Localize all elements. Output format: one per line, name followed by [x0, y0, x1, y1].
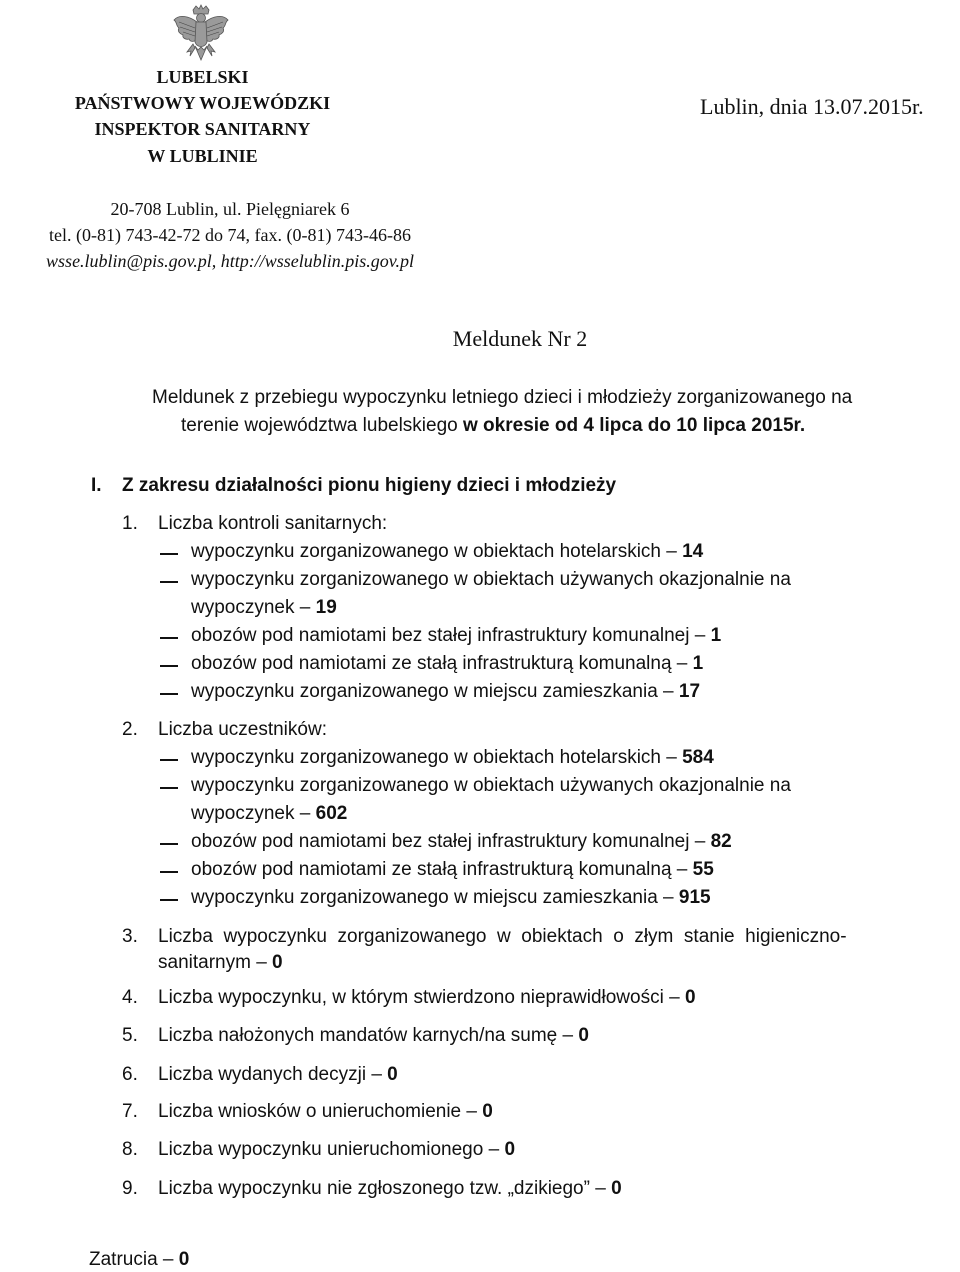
bullet-dash	[160, 843, 178, 845]
item-5	[158, 1025, 589, 1047]
item-8	[158, 1139, 515, 1161]
item-6-number: 6.	[122, 1064, 138, 1085]
bullet-dash	[160, 637, 178, 639]
bullet-text: obozów pod namiotami bez stałej infrastruktury komunalnej –	[191, 625, 711, 646]
institution-name-line-1: LUBELSKI	[156, 67, 249, 87]
bullet-text: wypoczynku zorganizowanego w obiektach hotelarskich –	[191, 747, 683, 768]
item-value: 0	[272, 952, 283, 973]
bullet-dash	[160, 871, 178, 873]
item-9	[158, 1178, 622, 1200]
poisoning-label: Zatrucia –	[89, 1249, 179, 1270]
item-2-bullet-2-line-2	[191, 803, 347, 825]
item-4-number: 4.	[122, 987, 138, 1008]
item-2-bullet-2-line-1: wypoczynku zorganizowanego w obiektach używanych okazjonalnie na	[191, 775, 791, 796]
item-8-number: 8.	[122, 1139, 138, 1160]
bullet-value: 584	[682, 747, 714, 768]
bullet-dash	[160, 665, 178, 667]
item-9-number: 9.	[122, 1178, 138, 1199]
institution-name-line-3: INSPEKTOR SANITARNY	[94, 119, 311, 139]
item-2-title: Liczba uczestników:	[158, 719, 327, 740]
polish-eagle-emblem-icon	[171, 4, 231, 68]
item-value: 0	[387, 1064, 398, 1085]
address-line: 20-708 Lublin, ul. Pielęgniarek 6	[110, 199, 350, 219]
item-7	[158, 1101, 493, 1123]
bullet-value: 82	[710, 831, 732, 852]
item-3-number: 3.	[122, 926, 138, 947]
bullet-value: 1	[710, 625, 722, 646]
item-1-number: 1.	[122, 513, 138, 534]
document-title: Meldunek Nr 2	[452, 326, 588, 351]
item-text: sanitarnym –	[158, 952, 273, 973]
item-2-bullet-3	[191, 831, 732, 853]
institution-name-line-2: PAŃSTWOWY WOJEWÓDZKI	[74, 93, 331, 113]
bullet-dash	[160, 899, 178, 901]
bullet-dash	[160, 759, 178, 761]
bullet-dash	[160, 693, 178, 695]
institution-name-line-4: W LUBLINIE	[147, 146, 258, 166]
item-text: Liczba wniosków o unieruchomienie –	[158, 1101, 483, 1122]
bullet-text: wypoczynku zorganizowanego w obiektach hotelarskich –	[191, 541, 683, 562]
item-1-bullet-2-line-2	[191, 597, 337, 619]
intro-line-2	[181, 415, 805, 437]
intro-line-2-text: terenie województwa lubelskiego	[181, 415, 463, 436]
section-title: Z zakresu działalności pionu higieny dzieci i młodzieży	[122, 475, 617, 496]
bullet-value: 14	[682, 541, 704, 562]
item-1-bullet-1	[191, 541, 703, 563]
item-1-bullet-2-line-1: wypoczynku zorganizowanego w obiektach używanych okazjonalnie na	[191, 569, 791, 590]
item-text: Liczba wypoczynku unieruchomionego –	[158, 1139, 505, 1160]
bullet-value: 915	[678, 887, 711, 908]
section-numeral: I.	[91, 475, 102, 496]
bullet-value: 55	[692, 859, 714, 880]
place-and-date: Lublin, dnia 13.07.2015r.	[700, 94, 924, 119]
bullet-value: 1	[692, 653, 704, 674]
item-text: Liczba wypoczynku nie zgłoszonego tzw. „dzikiego” –	[158, 1178, 612, 1199]
item-text: Liczba wydanych decyzji –	[158, 1064, 388, 1085]
item-value: 0	[482, 1101, 493, 1122]
email-web-line: wsse.lublin@pis.gov.pl, http://wsselublin.pis.gov.pl	[46, 251, 414, 271]
intro-period: w okresie od 4 lipca do 10 lipca 2015r.	[463, 415, 806, 436]
intro-line-1: Meldunek z przebiegu wypoczynku letniego dzieci i młodzieży zorganizowanego na	[152, 387, 853, 408]
bullet-value: 17	[678, 681, 701, 702]
item-2-bullet-1	[191, 747, 714, 769]
bullet-text: obozów pod namiotami ze stałą infrastrukturą komunalną –	[191, 653, 693, 674]
item-4	[158, 987, 696, 1009]
item-6	[158, 1064, 398, 1086]
item-value: 0	[611, 1178, 622, 1199]
item-1-title: Liczba kontroli sanitarnych:	[158, 513, 388, 534]
poisoning-section	[89, 1249, 189, 1271]
bullet-dash	[160, 553, 178, 555]
item-value: 0	[578, 1025, 589, 1046]
bullet-text: wypoczynku zorganizowanego w miejscu zamieszkania –	[191, 681, 679, 702]
item-2-number: 2.	[122, 719, 138, 740]
item-3-line-1: Liczba wypoczynku zorganizowanego w obiektach o złym stanie higieniczno-	[158, 926, 847, 947]
item-1-bullet-5	[191, 681, 700, 703]
item-value: 0	[684, 987, 696, 1008]
bullet-text: obozów pod namiotami bez stałej infrastruktury komunalnej –	[191, 831, 711, 852]
bullet-dash	[160, 581, 178, 583]
bullet-dash	[160, 787, 178, 789]
item-7-number: 7.	[122, 1101, 138, 1122]
bullet-value: 19	[315, 597, 337, 618]
poisoning-value: 0	[178, 1249, 190, 1270]
bullet-text: wypoczynku zorganizowanego w miejscu zamieszkania –	[191, 887, 679, 908]
item-text: Liczba wypoczynku, w którym stwierdzono nieprawidłowości –	[158, 987, 685, 1008]
bullet-text: obozów pod namiotami ze stałą infrastrukturą komunalną –	[191, 859, 693, 880]
item-2-bullet-5	[191, 887, 711, 909]
bullet-text: wypoczynek –	[191, 597, 316, 618]
item-3-line-2	[158, 952, 283, 974]
item-1-bullet-3	[191, 625, 721, 647]
item-1-bullet-4	[191, 653, 703, 675]
bullet-text: wypoczynek –	[191, 803, 316, 824]
item-text: Liczba nałożonych mandatów karnych/na sumę –	[158, 1025, 579, 1046]
bullet-value: 602	[315, 803, 348, 824]
item-value: 0	[504, 1139, 516, 1160]
item-5-number: 5.	[122, 1025, 138, 1046]
phone-fax-line: tel. (0-81) 743-42-72 do 74, fax. (0-81) 743-46-86	[49, 225, 411, 245]
item-2-bullet-4	[191, 859, 714, 881]
